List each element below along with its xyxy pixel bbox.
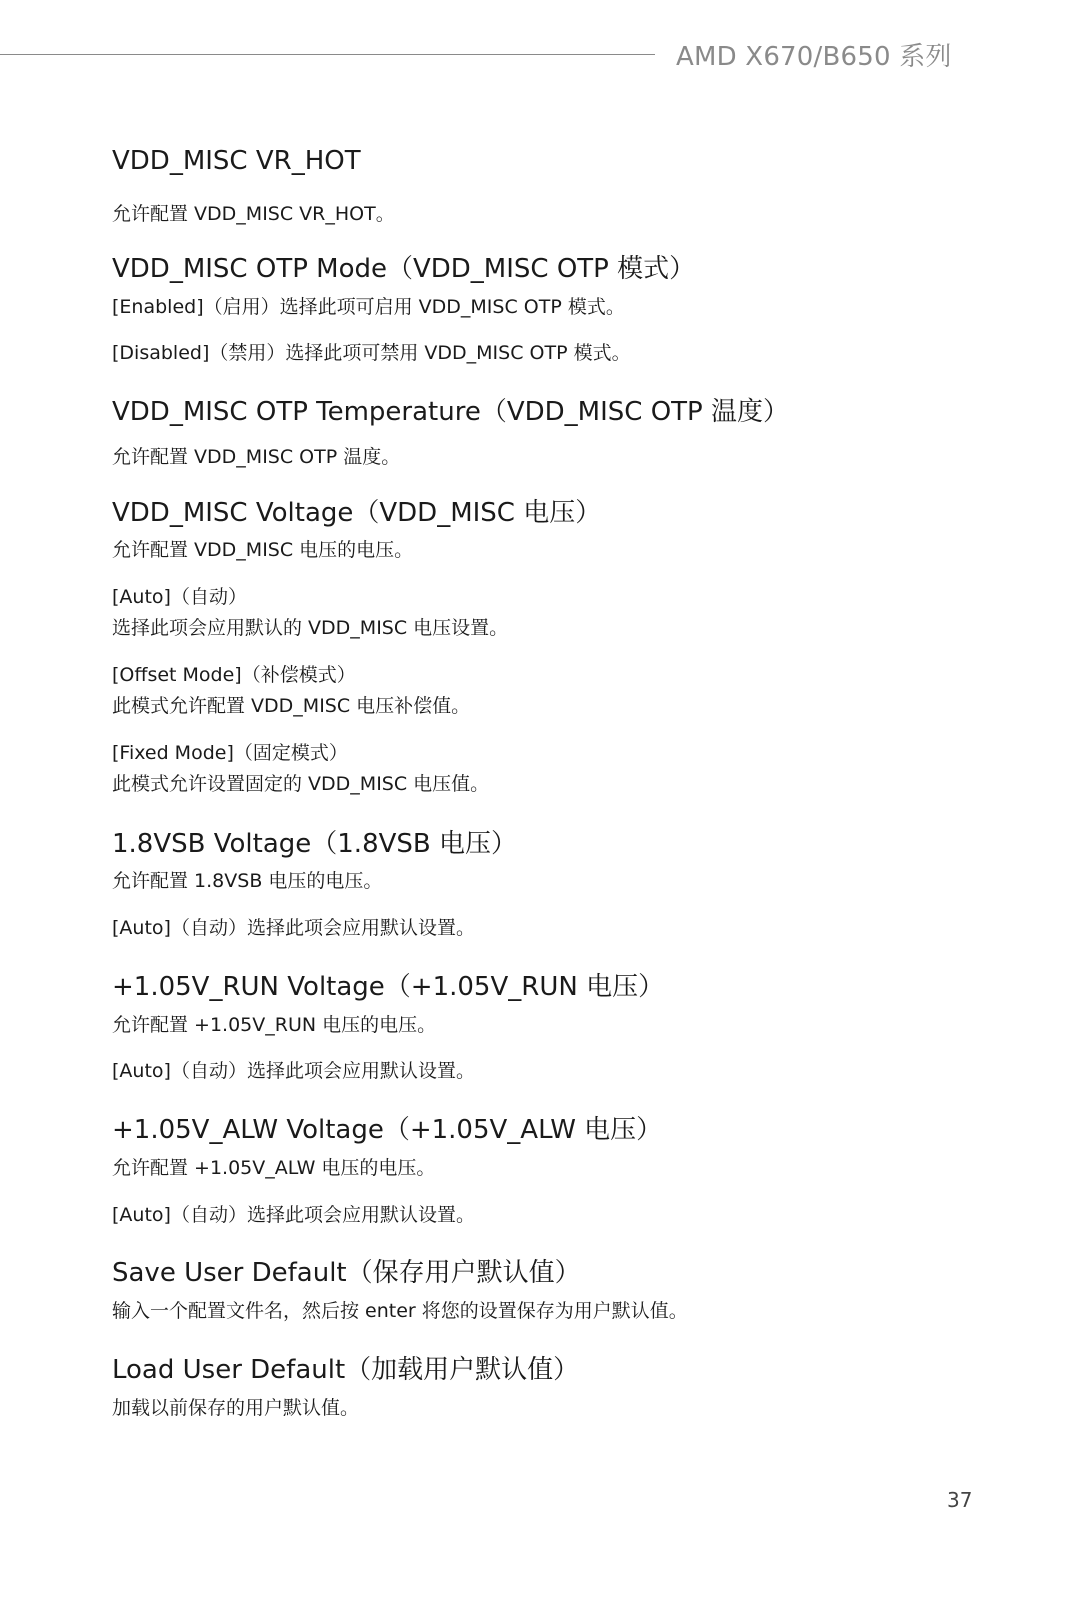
section-text: 允许配置 +1.05V_ALW 电压的电压。	[112, 1157, 436, 1179]
section-heading: VDD_MISC Voltage（VDD_MISC 电压）	[112, 498, 602, 528]
section-text: 此模式允许设置固定的 VDD_MISC 电压值。	[112, 773, 490, 795]
section-text: [Enabled]（启用）选择此项可启用 VDD_MISC OTP 模式。	[112, 296, 625, 318]
section-text: [Auto]（自动）	[112, 586, 247, 608]
section-text: [Auto]（自动）选择此项会应用默认设置。	[112, 917, 475, 939]
section-text: [Disabled]（禁用）选择此项可禁用 VDD_MISC OTP 模式。	[112, 342, 631, 364]
section-text: 允许配置 VDD_MISC VR_HOT。	[112, 203, 395, 225]
section-heading: +1.05V_RUN Voltage（+1.05V_RUN 电压）	[112, 972, 665, 1002]
section-text: [Offset Mode]（补偿模式）	[112, 664, 356, 686]
section-heading: VDD_MISC VR_HOT	[112, 146, 361, 176]
section-text: [Auto]（自动）选择此项会应用默认设置。	[112, 1204, 475, 1226]
section-heading: 1.8VSB Voltage（1.8VSB 电压）	[112, 829, 518, 859]
section-heading: +1.05V_ALW Voltage（+1.05V_ALW 电压）	[112, 1115, 663, 1145]
section-heading: Load User Default（加载用户默认值）	[112, 1355, 580, 1385]
section-text: 输入一个配置文件名，然后按 enter 将您的设置保存为用户默认值。	[112, 1300, 688, 1322]
header-rule	[0, 54, 655, 55]
section-text: 加载以前保存的用户默认值。	[112, 1397, 360, 1419]
section-text: 允许配置 +1.05V_RUN 电压的电压。	[112, 1014, 437, 1036]
section-heading: Save User Default（保存用户默认值）	[112, 1258, 581, 1288]
header-title: AMD X670/B650 系列	[676, 42, 952, 72]
section-text: 允许配置 VDD_MISC 电压的电压。	[112, 539, 414, 561]
section-text: [Fixed Mode]（固定模式）	[112, 742, 348, 764]
section-text: 选择此项会应用默认的 VDD_MISC 电压设置。	[112, 617, 509, 639]
section-text: [Auto]（自动）选择此项会应用默认设置。	[112, 1060, 475, 1082]
section-heading: VDD_MISC OTP Mode（VDD_MISC OTP 模式）	[112, 254, 696, 284]
section-text: 允许配置 VDD_MISC OTP 温度。	[112, 446, 401, 468]
page-number: 37	[947, 1488, 973, 1512]
section-text: 允许配置 1.8VSB 电压的电压。	[112, 870, 383, 892]
section-heading: VDD_MISC OTP Temperature（VDD_MISC OTP 温度）	[112, 397, 789, 427]
section-text: 此模式允许配置 VDD_MISC 电压补偿值。	[112, 695, 471, 717]
